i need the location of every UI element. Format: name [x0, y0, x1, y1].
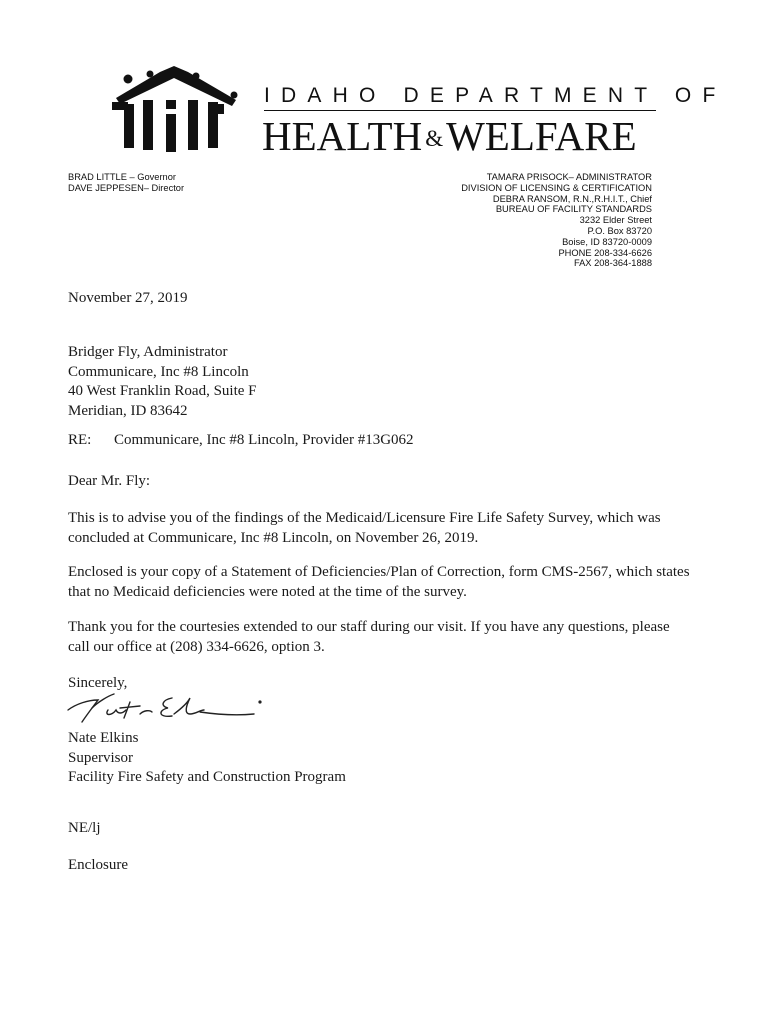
- paragraph-line: Enclosed is your copy of a Statement of Deficiencies/Plan of Correction, form CMS-2567, which states: [68, 564, 690, 580]
- right-line: FAX 208-364-1888: [573, 258, 652, 269]
- initials: NE/lj: [68, 820, 101, 836]
- signer-line: Facility Fire Safety and Construction Program: [68, 769, 346, 785]
- dept-health: HEALTH: [262, 113, 423, 159]
- officials-right: [461, 172, 652, 269]
- right-line: P.O. Box 83720: [587, 225, 652, 236]
- paragraph-line: Thank you for the courtesies extended to our staff during our visit. If you have any questions, please: [68, 619, 670, 635]
- closing: Sincerely,: [68, 675, 128, 691]
- signer-line: Supervisor: [68, 749, 133, 766]
- paragraph-line: This is to advise you of the findings of the Medicaid/Licensure Fire Life Safety Survey, which was: [68, 510, 661, 526]
- re-line: [68, 431, 696, 451]
- signature: [64, 688, 274, 728]
- paragraph-2: [68, 563, 696, 602]
- letter-date: November 27, 2019: [68, 290, 188, 306]
- paragraph-line: call our office at (208) 334-6626, option 3.: [68, 638, 325, 655]
- signer-block: [68, 729, 696, 788]
- right-line: PHONE 208-334-6626: [558, 247, 652, 258]
- re-text: Communicare, Inc #8 Lincoln, Provider #13G062: [114, 432, 414, 448]
- official-line: BRAD LITTLE – Governor: [68, 172, 176, 182]
- paragraph-3: [68, 618, 696, 657]
- recipient-line: Communicare, Inc #8 Lincoln: [68, 363, 249, 380]
- salutation: Dear Mr. Fly:: [68, 473, 151, 489]
- recipient-line: 40 West Franklin Road, Suite F: [68, 383, 257, 399]
- paragraph-1: [68, 509, 696, 548]
- right-line: BUREAU OF FACILITY STANDARDS: [495, 204, 652, 215]
- idhw-logo: [108, 62, 244, 160]
- recipient-line: Meridian, ID 83642: [68, 402, 188, 419]
- right-line: DEBRA RANSOM, R.N.,R.H.I.T., Chief: [492, 193, 652, 204]
- paragraph-line: concluded at Communicare, Inc #8 Lincoln, on November 26, 2019.: [68, 529, 479, 546]
- right-line: TAMARA PRISOCK– ADMINISTRATOR: [486, 172, 652, 182]
- letterhead-rule: [264, 110, 656, 111]
- paragraph-line: that no Medicaid deficiencies were noted at the time of the survey.: [68, 583, 467, 600]
- enclosure: Enclosure: [68, 857, 128, 873]
- dept-welfare: WELFARE: [446, 113, 637, 159]
- right-line: Boise, ID 83720-0009: [562, 236, 652, 247]
- right-line: DIVISION OF LICENSING & CERTIFICATION: [461, 182, 652, 193]
- department-line-1: IDAHO DEPARTMENT OF: [264, 84, 727, 107]
- right-line: 3232 Elder Street: [579, 215, 652, 226]
- re-label: RE:: [68, 432, 92, 448]
- department-name: [262, 112, 637, 160]
- recipient-line: Bridger Fly, Administrator: [68, 344, 228, 360]
- recipient-address: [68, 343, 696, 421]
- officials-left: [68, 172, 184, 194]
- signer-line: Nate Elkins: [68, 730, 139, 746]
- official-line: DAVE JEPPESEN– Director: [68, 182, 185, 193]
- dept-ampersand: &: [425, 126, 444, 151]
